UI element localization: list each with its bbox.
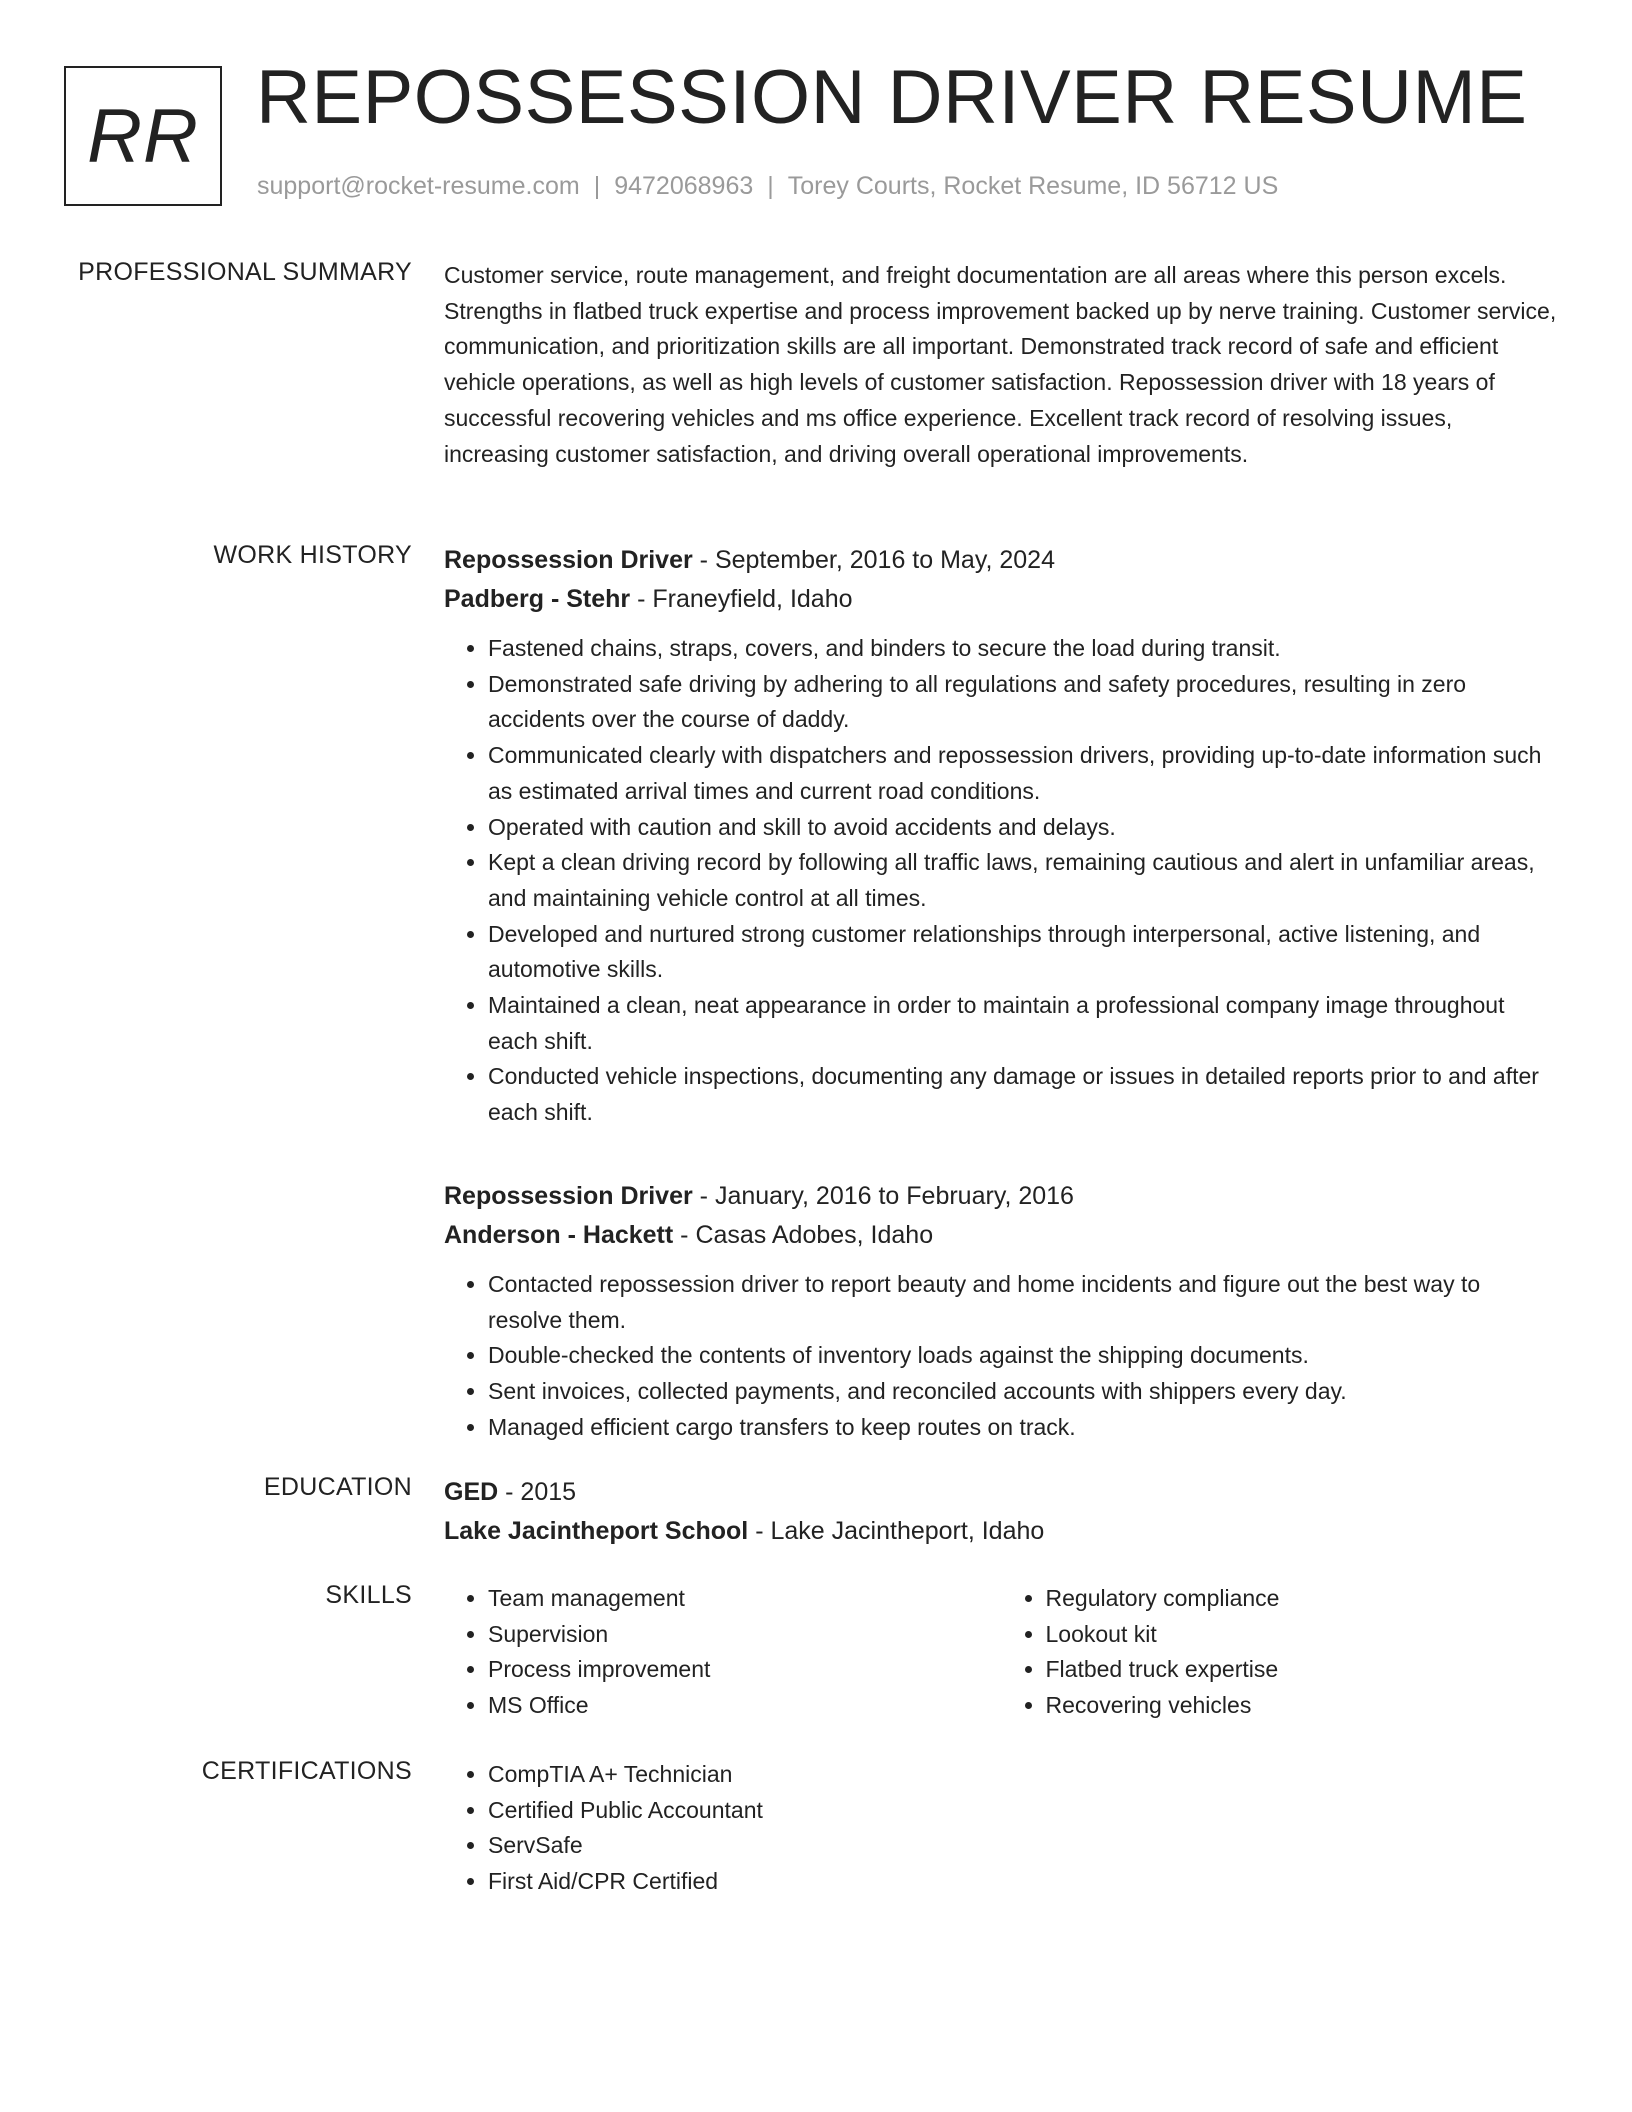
job-duty: • Demonstrated safe driving by adhering to all regulations and safety procedures, resulting in zero accidents over the course of daddy. (488, 667, 1559, 738)
job-company-line (444, 1216, 1559, 1255)
job-dates: - September, 2016 to May, 2024 (699, 546, 1055, 574)
certification-item: • First Aid/CPR Certified (488, 1864, 1559, 1900)
summary-content (444, 258, 1559, 472)
job-duty: • Double-checked the contents of inventory loads against the shipping documents. (488, 1338, 1559, 1374)
contact-phone: 9472068963 (614, 172, 754, 200)
monogram-badge (64, 66, 222, 206)
skill-item: • Regulatory compliance (1046, 1581, 1560, 1617)
job-duties-list (444, 1267, 1559, 1446)
skills-content (444, 1581, 1559, 1724)
job-duty: • Contacted repossession driver to report beauty and home incidents and figure out the best way to resolve them. (488, 1267, 1559, 1338)
skill-item: • MS Office (488, 1688, 1002, 1724)
degree: GED (444, 1478, 499, 1506)
skill-item: • Supervision (488, 1617, 1002, 1653)
job-location: - Franeyfield, Idaho (637, 585, 853, 613)
job-duty: • Developed and nurtured strong customer relationships through interpersonal, active listening, and automotive skills. (488, 917, 1559, 988)
job-company-line (444, 580, 1559, 619)
contact-line (257, 172, 1278, 201)
skills-list-left (444, 1581, 1002, 1724)
job-title: Repossession Driver (444, 1181, 693, 1210)
job-dates: - January, 2016 to February, 2016 (699, 1181, 1074, 1210)
section-label-education: EDUCATION (263, 1473, 412, 1501)
resume-title: REPOSSESSION DRIVER RESUME (256, 55, 1528, 140)
skill-item: • Lookout kit (1046, 1617, 1560, 1653)
job-entry (444, 541, 1559, 1131)
job-duty: • Sent invoices, collected payments, and reconciled accounts with shippers every day. (488, 1374, 1559, 1410)
job-duty: • Communicated clearly with dispatchers and repossession drivers, providing up-to-date information such as estimated arrival times and current road conditions. (488, 738, 1559, 809)
skill-item: • Process improvement (488, 1652, 1002, 1688)
job-title-line (444, 1177, 1559, 1216)
section-label-work-history: WORK HISTORY (213, 541, 412, 569)
school-location: - Lake Jacintheport, Idaho (755, 1517, 1045, 1545)
contact-separator: | (767, 172, 774, 200)
certification-item: • CompTIA A+ Technician (488, 1757, 1559, 1793)
certification-item: • Certified Public Accountant (488, 1793, 1559, 1829)
summary-text: Customer service, route management, and freight documentation are all areas where this person excels. Strengths in flatbed truck expertise and process improvement backed up by nerve training. Customer service, communication, and prioritization skills are all important. Demonstrated track record of safe and efficient vehicle operations, as well as high levels of customer satisfaction. Repossession driver with 18 years of successful recovering vehicles and ms office experience. Excellent track record of resolving issues, increasing customer satisfaction, and driving overall operational improvements. (444, 262, 1557, 467)
skill-item: • Recovering vehicles (1046, 1688, 1560, 1724)
contact-address: Torey Courts, Rocket Resume, ID 56712 US (787, 172, 1279, 200)
section-label-skills: SKILLS (325, 1581, 412, 1609)
school-line (444, 1512, 1559, 1551)
skill-item: • Flatbed truck expertise (1046, 1652, 1560, 1688)
degree-line (444, 1473, 1559, 1512)
school-name: Lake Jacintheport School (444, 1517, 749, 1545)
job-title: Repossession Driver (444, 546, 693, 574)
job-duty: • Operated with caution and skill to avoid accidents and delays. (488, 810, 1559, 846)
section-label-summary: PROFESSIONAL SUMMARY (78, 258, 412, 286)
monogram-text: RR (87, 93, 199, 179)
education-content (444, 1473, 1559, 1551)
job-duties-list (444, 631, 1559, 1131)
skills-list-right (1002, 1581, 1560, 1724)
job-entry (444, 1177, 1559, 1446)
job-company: Padberg - Stehr (444, 585, 631, 613)
job-company: Anderson - Hackett (444, 1220, 674, 1249)
work-history-content (444, 541, 1559, 1491)
job-duty: • Fastened chains, straps, covers, and binders to secure the load during transit. (488, 631, 1559, 667)
contact-email: support@rocket-resume.com (257, 172, 580, 200)
section-label-certifications: CERTIFICATIONS (201, 1757, 412, 1785)
degree-year: - 2015 (505, 1478, 577, 1506)
job-duty: • Managed efficient cargo transfers to keep routes on track. (488, 1410, 1559, 1446)
skill-item: • Team management (488, 1581, 1002, 1617)
certifications-list (444, 1757, 1559, 1900)
job-duty: • Kept a clean driving record by following all traffic laws, remaining cautious and alert in unfamiliar areas, and maintaining vehicle control at all times. (488, 845, 1559, 916)
certifications-content (444, 1757, 1559, 1900)
job-location: - Casas Adobes, Idaho (680, 1220, 934, 1249)
job-title-line (444, 541, 1559, 580)
job-duty: • Maintained a clean, neat appearance in order to maintain a professional company image throughout each shift. (488, 988, 1559, 1059)
job-duty: • Conducted vehicle inspections, documenting any damage or issues in detailed reports prior to and after each shift. (488, 1059, 1559, 1130)
contact-separator: | (593, 172, 601, 200)
certification-item: • ServSafe (488, 1828, 1559, 1864)
